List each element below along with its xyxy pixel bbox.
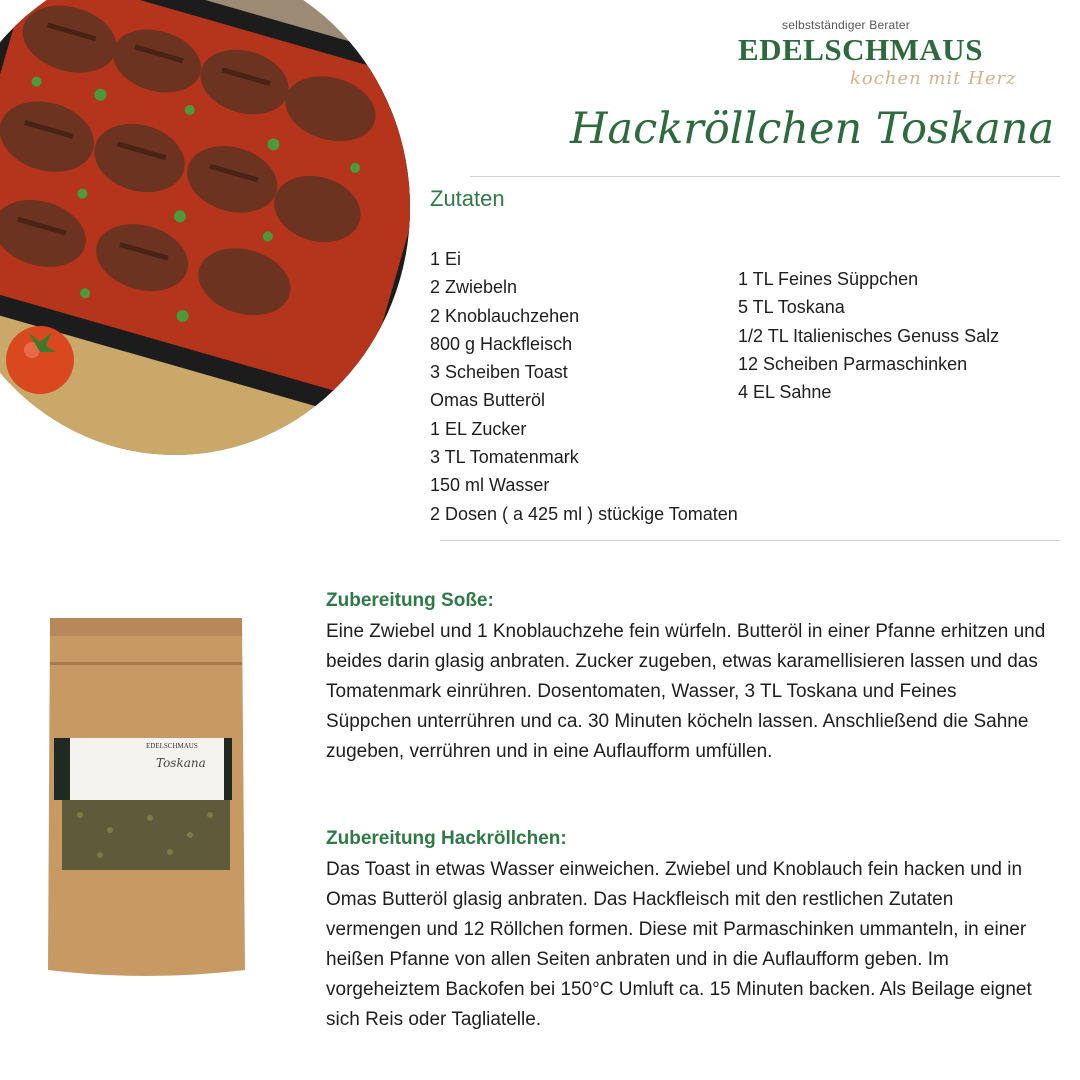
divider-middle: [440, 540, 1060, 541]
rolls-instructions: Das Toast in etwas Wasser einweichen. Zwiebel und Knoblauch fein hacken und in Omas Butteröl glasig anbraten. Das Hackfleisch mit den restlichen Zutaten vermengen und 12 Röllchen formen. Diese mit Parmaschinken ummanteln, in einer heißen Pfanne von allen Seiten anbraten und in die Auflaufform geben. Im vorgeheiztem Backofen bei 150°C Umluft ca. 15 Minuten backen. Als Beilage eignet sich Reis oder Tagliatelle.: [326, 859, 1032, 1030]
divider-top: [470, 176, 1060, 177]
ingredient-item: 2 Knoblauchzehen: [430, 305, 580, 326]
ingredient-item: Omas Butteröl: [430, 390, 546, 411]
product-label: [54, 738, 232, 800]
ingredient-item: 1 TL Feines Süppchen: [738, 269, 919, 289]
dish-photo: [0, 0, 410, 455]
ingredient-item: 1 EL Zucker: [430, 418, 527, 439]
ingredient-item: 800 g Hackfleisch: [430, 333, 573, 354]
recipe-title: Hackröllchen Toskana: [570, 104, 1055, 154]
ingredient-item: 12 Scheiben Parmaschinken: [738, 353, 968, 374]
sauce-heading: Zubereitung Soße:: [326, 590, 494, 611]
ingredient-item: 1/2 TL Italienisches Genuss Salz: [738, 325, 1000, 346]
ingredient-item: 3 Scheiben Toast: [430, 362, 568, 383]
product-label-name: Toskana: [156, 756, 206, 770]
ingredients-list-left: [430, 245, 738, 528]
dish-illustration: [0, 0, 410, 455]
brand-logo: [738, 16, 1018, 102]
brand-subtitle: selbstständiger Berater: [782, 18, 910, 32]
rolls-heading: Zubereitung Hackröllchen:: [326, 828, 567, 849]
ingredients-heading: Zutaten: [430, 186, 505, 211]
ingredient-item: 150 ml Wasser: [430, 475, 550, 496]
ingredient-item: 2 Dosen ( a 425 ml ) stückige Tomaten: [430, 503, 738, 524]
ingredient-item: 5 TL Toskana: [738, 297, 845, 318]
ingredient-item: 4 EL Sahne: [738, 382, 832, 403]
sauce-instructions: Eine Zwiebel und 1 Knoblauchzehe fein würfeln. Butteröl in einer Pfanne erhitzen und beides darin glasig anbraten. Zucker zugeben, etwas karamellisieren lassen und das Tomatenmark einrühren. Dosentomaten, Wasser, 3 TL Toskana und Feines Süppchen unterrühren und ca. 30 Minuten köcheln lassen. Anschließend die Sahne zugeben, verrühren und in eine Auflaufform umfüllen.: [326, 621, 1046, 762]
ingredient-item: 1 Ei: [430, 249, 462, 269]
ingredient-item: 2 Zwiebeln: [430, 277, 518, 298]
ingredients-list-right: [738, 265, 999, 406]
brand-tagline: kochen mit Herz: [850, 68, 1017, 89]
product-label-brand: EDELSCHMAUS: [146, 742, 198, 750]
brand-name: EDELSCHMAUS: [738, 32, 983, 67]
ingredient-item: 3 TL Tomatenmark: [430, 447, 579, 468]
product-bag-image: [40, 610, 252, 985]
